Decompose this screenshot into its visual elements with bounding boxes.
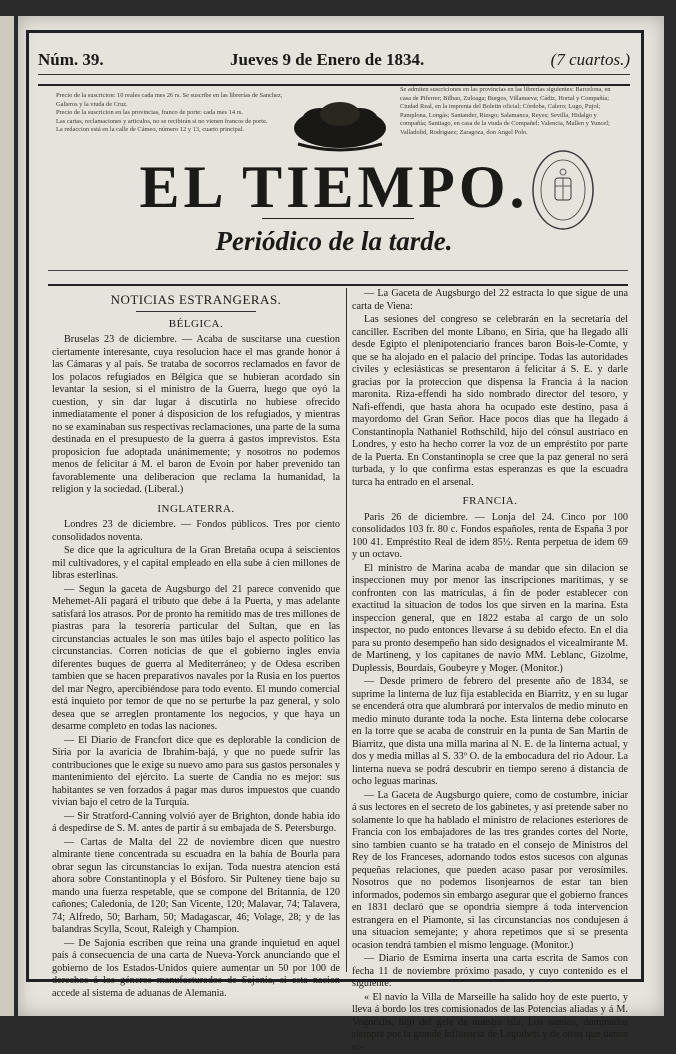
article-paragraph: — Cartas de Malta del 22 de noviembre dicen que nuestro almirante tiene concentrada su escuadra en la bahía de Bourla para obrar segun las circunstancias lo exijan. Toda nuestra atencion está ahora sobre Constantinopla y el Bósforo. Sir Pulteney tiene bajo su mando una fuerza respetable, que se compone del Britannia, de 120 cañones; Caledonia, de 120; San Vicente, 120; Malavar, 74; Talavera, 74; Alfredo, 50; Barham, 50; Madagascar, 46; Volage, 28; y de las balandras Scylla, Scout, Raleigh y Champion. bbox=[52, 837, 340, 937]
section-rule-thick bbox=[48, 284, 628, 286]
library-stamp-icon bbox=[530, 148, 596, 232]
country-heading-inglaterra: INGLATERRA. bbox=[52, 503, 340, 516]
left-column bbox=[52, 288, 340, 972]
note-line: Precio de la suscricion: 10 reales cada mes 26 rs. Se suscribe en las librerías de Sanchez, Galieros y la viuda de Cruz. bbox=[56, 92, 284, 109]
newspaper-subtitle: Periódico de la tarde. bbox=[38, 226, 630, 257]
section-rule bbox=[48, 270, 628, 271]
article-paragraph: — Diario de Esmirna inserta una carta escrita de Samos con fecha 11 de noviembre próximo pasado, y cuyo contenido es el siguiente: bbox=[352, 953, 628, 991]
right-column bbox=[352, 288, 628, 972]
note-line: Se admiten suscriciones en las provincias en las librerías siguientes: Barcelona, en casa de Piferrer; Bilbao, Zuloaga; Burgos, Villanueva; Cádiz, Hortal y Compañía; Ciudad Real, en la imprenta del Boletin oficial; Córdoba, Calero; Lugo, Pujol; Pamplona, Longás; Santander, Riesgo; Salamanca, Reyes; Sevilla, Hidalgo y compañía; Santiago, en casa de la viuda de Compañel; Valencia, Mallen y Yuncel; Valladolid, Rodriguez; Zaragoza, don Angel Polo. bbox=[400, 86, 622, 138]
article-paragraph: — Segun la gaceta de Augsburgo del 21 parece convenido que Mehemet-Alí pagará el tributo que debe á la Puerta, y mas adelante satisfará los atrasos. Por de pronto ha remitido mas de tres millones de piastras para la tesorería particular del Sultan, que en las circunstancias actuales le son mas útiles bajo el aspecto político las circunstancias. Corren noticias de que el gobierno ingles envia diferentes buques de guerra al Mediterráneo; y de Odesa escriben tambien que se hacen preparativos navales por la Rusia en los puertos del mar Negro, apercibiéndose para todo evento. El mundo comercial está inquieto por temor de que no se perturbe la paz general, y solo desea que se arreglen prontamente los negocios, y que haya un desarme completo en todas las naciones. bbox=[52, 584, 340, 734]
title-rule bbox=[262, 218, 414, 219]
article-paragraph: Londres 23 de diciembre. — Fondos públicos. Tres por ciento consolidados noventa. bbox=[52, 519, 340, 544]
section-heading: NOTICIAS ESTRANGERAS. bbox=[52, 294, 340, 307]
note-line: Precio de la suscricion en las provincias, franco de porte: cada mes 14 rs. bbox=[56, 109, 284, 118]
newspaper-title: EL TIEMPO. bbox=[38, 152, 630, 222]
note-line: Las cartas, reclamaciones y articulos, no se recibirán si no vienen francos de porte. bbox=[56, 118, 284, 127]
subscription-notes-left bbox=[56, 92, 284, 135]
article-paragraph: Se dice que la agricultura de la Gran Bretaña ocupa á seiscientos mil cultivadores, y el capital empleado en ella sube á cien millones de libras esterlinas. bbox=[52, 545, 340, 583]
issue-price: (7 cuartos.) bbox=[551, 50, 630, 70]
article-paragraph: Bruselas 23 de diciembre. — Acaba de suscitarse una cuestion ciertamente interesante, cuya resolucion hace el mas grande honor á las Cámaras y al país. Se trataba de socorros reclamados en favor de los polacos refugiados en Bélgica que se hubieran acordado sin levantar la sesion, si el ministro de la Guerra, luego que oyó la cuestion, y sin dar lugar á discutirla no hubiese ofrecido inmediatamente el poner á disposicion de los refugiados, y mientras no se examinaban sus respectivas reclamaciones, una parte de la suma destinada en el presupuesto de la guerra á gastos imprevistos. Esta proposicion fue adoptada unánimemente; y nosotros no podemos menos de felicitar á M. el baron de Evoin por haber prevenido tan favorablemente una deliberacion que reclama la humanidad, la religion y la sociedad. (Liberal.) bbox=[52, 334, 340, 497]
adjacent-page-edge bbox=[0, 16, 14, 1016]
article-paragraph: El ministro de Marina acaba de mandar que sin dilacion se inspeccionen muy por menor las inscripciones marítimas, y se confronten con las matrículas, á fin de poder establecer con exactitud la situacion de todos los que sirven en la marina. Esta inspeccion general, que en 1822 estaba al cargo de un solo inspector, no pudo entonces llevarse á su debido efecto. En el dia para su pronto desempeño han sido designados el vicealmirante M. de Martineng, y los capitanes de navío MM. Leblanc, Gizolme, Duplessis, Bourdais, Goubeyre y Moger. (Monitor.) bbox=[352, 563, 628, 676]
subscription-notes-right bbox=[400, 86, 622, 138]
column-separator bbox=[346, 288, 347, 972]
article-paragraph: — De Sajonia escriben que reina una grande inquietud en aquel país á consecuencia de una carta de Nueva-Yorck anunciando que el gobierno de los Estados-Unidos quiere aumentar un 50 por 100 de derechos á los géneros manufacturados de Sajonia, si esta nacion accede al sistema de aduanas de Alemania. bbox=[52, 938, 340, 1001]
masthead-emblem-icon bbox=[290, 86, 390, 162]
issue-date: Jueves 9 de Enero de 1834. bbox=[230, 50, 424, 70]
article-paragraph: — Desde primero de febrero del presente año de 1834, se suprime la linterna de luz fija establecida en Biarritz, y en su lugar se encenderá otra que alumbrará por intervalos de medio minuto en medio minuto durante toda la noche. Esta linterna debe colocarse en la torre que se acaba de construir en la punta de San Martin de Biarritz, que dista una milla marina al N. E. de la linterna actual, y dos y media millas al S. 33º O. de la embocadura del rio Adour. La linterna nueva se podrá descubrir en tiempo sereno á distancia de ocho leguas marinas. bbox=[352, 676, 628, 789]
issue-number: Núm. 39. bbox=[38, 50, 104, 70]
article-paragraph: — La Gaceta de Augsburgo del 22 estracta lo que sigue de una carta de Viena: bbox=[352, 288, 628, 313]
country-heading-belgica: BÉLGICA. bbox=[52, 318, 340, 331]
article-paragraph: — Sir Stratford-Canning volvió ayer de Brighton, donde habia ido á despedirse de S. M. antes de partir á su embajada de S. Petersburgo. bbox=[52, 811, 340, 836]
article-paragraph: Paris 26 de diciembre. — Lonja del 24. Cinco por 100 consolidados 103 fr. 80 c. Fondos españoles, renta de España 3 por 100 41. Empréstito Real de idem 85½. Renta perpetua de idem 69 y un octavo. bbox=[352, 512, 628, 562]
issue-line bbox=[38, 46, 630, 75]
article-paragraph: « El navío la Villa de Marseille ha salido hoy de este puerto, y lleva á bordo los tres comisionados de las Potencias aliadas y á M. Vogoridis, hijo del gefe de nuestra isla. Los samios, dominados siempre por la grande influencia de Logotheti y de otros que tienen so- bbox=[352, 992, 628, 1054]
note-line: La redaccion está en la calle de Cámeo, número 12 y 13, cuarto principal. bbox=[56, 126, 284, 135]
article-paragraph: Las sesiones del congreso se celebrarán en la secretaría del canciller. Escriben del monte Líbano, en Siria, que ha llegado allí desde Egipto el plenipotenciario frances baron Bois-le-Comte, y que se ha alojado en el palacio del príncipe. Todas las autoridades civiles y eclesiásticas se presentaron á felicitar á S. E. y darle gracias por la proteccion que dispensa la Francia á la nacion maronita. Riza-effendi ha sido nombrado director del tesoro, y Nafi-effendi, que hasta ahora ha ocupado este destino, pasa á mayordomo del Gran Señor. Hace pocos dias que ha llegado á Constantinopla Nathaniel Rothschild, hijo del cónsul austriaco en Londres, y esto ha hecho correr la voz de un empréstito por parte de la Puerta. En Constantinopla se cree que la paz general no será turbada, y lo que confirma estas esperanzas es que la escuadra turca ha entrado en el arsenal. bbox=[352, 314, 628, 489]
heading-rule bbox=[136, 311, 256, 312]
article-paragraph: — La Gaceta de Augsburgo quiere, como de costumbre, iniciar á sus lectores en el secreto de los gabinetes, y así pretende saber no solamente lo que ha hablado el ministro de relaciones esteriores de Francia con los embajadores de las tres grandes cortes del Norte, sino tambien cuanto se ha tratado en el consejo de Ministros del Rey de los Franceses, adornando todos estos sucesos con algunas pequeñas relaciones, que pueden acaso pasar por verosímiles. Nosotros que no podemos lisonjearnos de estar tan bien informados, podemos sin embargo asegurar que el gobierno frances en 1831 declaró que se opondria siempre á toda intervencion estrangera en el Piamonte, si las circunstancias nos condujesen á una situacion semejante; y ahora repetimos que si se presenta ocasion tendrá tambien el mismo lenguage. (Monitor.) bbox=[352, 790, 628, 953]
article-paragraph: — El Diario de Francfort dice que es deplorable la condicion de Siria por la avaricia de Ibrahim-bajá, y que no puede sufrir las contribuciones que le exige su nuevo amo para sus gastos personales y mantenimiento del ejército. La suerte de Candia no es mejor: sus habitantes se ven forzados á pagar mas duros impuestos que cuando vivian bajo el cetro de la Turquía. bbox=[52, 735, 340, 810]
country-heading-francia: FRANCIA. bbox=[352, 495, 628, 508]
